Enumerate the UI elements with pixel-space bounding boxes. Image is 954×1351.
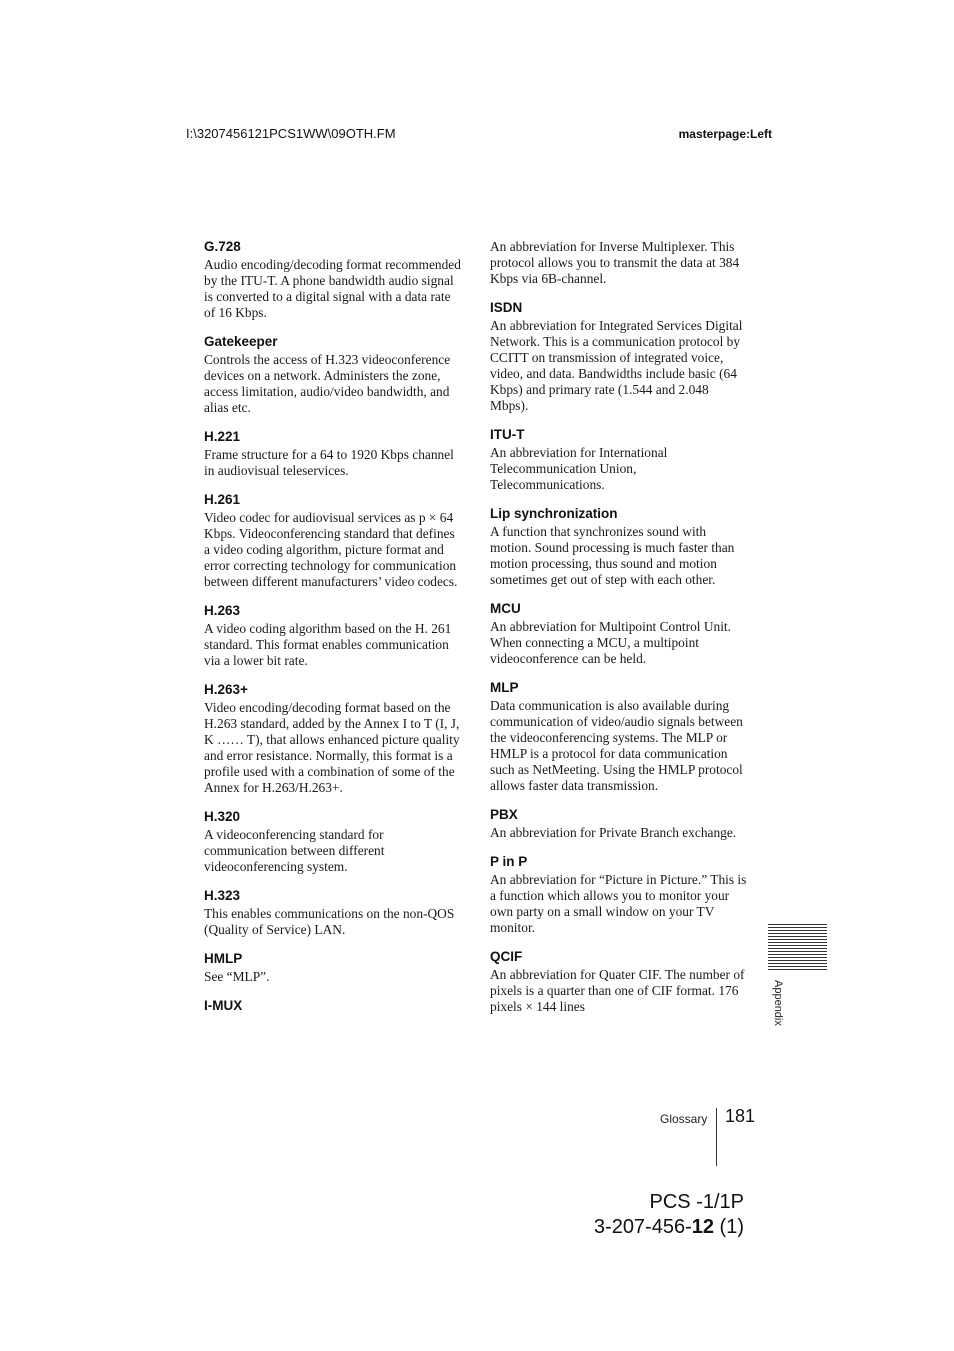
glossary-entry (204, 681, 462, 796)
glossary-term: H.261 (204, 492, 241, 507)
glossary-term: H.221 (204, 429, 241, 444)
section-tab-marker (768, 924, 827, 972)
glossary-term: HMLP (204, 951, 243, 966)
glossary-term: H.323 (204, 888, 241, 903)
model-code-revision: 12 (691, 1216, 714, 1238)
glossary-column-left (204, 238, 462, 1026)
glossary-definition: A videoconferencing standard for communication between different videoconferencing system. (204, 827, 385, 874)
glossary-term: Lip synchronization (490, 506, 618, 521)
glossary-definition: Controls the access of H.323 videoconference devices on a network. Administers the zone, access limitation, audio/video bandwidth, and alias etc. (204, 352, 451, 415)
glossary-definition: This enables communications on the non-QOS (Quality of Service) LAN. (204, 906, 455, 937)
glossary-entry (204, 238, 462, 321)
glossary-term: I-MUX (204, 998, 243, 1013)
glossary-definition: An abbreviation for Inverse Multiplexer. This protocol allows you to transmit the data at 384 Kbps via 6B-channel. (490, 239, 740, 286)
page-number: 181 (725, 1106, 756, 1126)
glossary-term: QCIF (490, 949, 523, 964)
glossary-definition: An abbreviation for Quater CIF. The number of pixels is a quarter than one of CIF format. 176 pixels × 144 lines (490, 967, 745, 1014)
glossary-term: H.263+ (204, 682, 248, 697)
glossary-entry (204, 428, 462, 479)
glossary-definition: Data communication is also available during communication of video/audio signals between the videoconferencing systems. The MLP or HMLP is a protocol for data communication such as NetMeeting. Using the HMLP protocol allows faster data transmission. (490, 698, 743, 793)
glossary-entry (204, 950, 462, 985)
glossary-entry (490, 806, 748, 841)
glossary-definition: An abbreviation for International Telecommunication Union, Telecommunications. (490, 445, 668, 492)
glossary-entry (490, 299, 748, 414)
glossary-term: Gatekeeper (204, 334, 278, 349)
glossary-definition: Video codec for audiovisual services as p × 64 Kbps. Videoconferencing standard that defines a video coding algorithm, picture format and error correcting technology for communication between different manufacturers’ video codecs. (204, 510, 458, 589)
model-name: PCS -1/1P (649, 1191, 744, 1213)
glossary-entry (204, 602, 462, 669)
glossary-entry-continued (490, 239, 748, 287)
model-number-block (594, 1190, 744, 1240)
model-code-prefix: 3-207-456- (593, 1216, 692, 1238)
glossary-term: ITU-T (490, 427, 525, 442)
glossary-entry (490, 853, 748, 936)
glossary-entry (204, 491, 462, 590)
glossary-entry (204, 997, 462, 1014)
glossary-entry (490, 505, 748, 588)
footer-section-label: Glossary (660, 1112, 708, 1126)
glossary-definition: A video coding algorithm based on the H. 261 standard. This format enables communication via a lower bit rate. (204, 621, 452, 668)
glossary-term: MLP (490, 680, 519, 695)
glossary-term: P in P (490, 854, 528, 869)
glossary-term: MCU (490, 601, 521, 616)
glossary-term: ISDN (490, 300, 523, 315)
glossary-definition: Video encoding/decoding format based on the H.263 standard, added by the Annex I to T (I, J, K …… T), that allows enhanced picture quality and error resistance. Normally, this format is a profile used with a combination of some of the Annex for H.263/H.263+. (204, 700, 460, 795)
glossary-term: G.728 (204, 239, 241, 254)
model-code-suffix: (1) (714, 1216, 744, 1238)
glossary-definition: An abbreviation for Multipoint Control Unit. When connecting a MCU, a multipoint videoconference can be held. (490, 619, 732, 666)
section-tab-label: Appendix (772, 980, 784, 1026)
glossary-entry (490, 426, 748, 493)
glossary-entry (204, 808, 462, 875)
glossary-entry (204, 333, 462, 416)
header-file-path: I:\3207456121PCS1WW\09OTH.FM (186, 126, 396, 141)
glossary-entry (204, 887, 462, 938)
header-masterpage: masterpage:Left (678, 127, 772, 141)
glossary-definition: A function that synchronizes sound with motion. Sound processing is much faster than motion processing, thus sound and motion sometimes get out of step with each other. (490, 524, 735, 587)
glossary-entry (490, 679, 748, 794)
glossary-definition: See “MLP”. (204, 969, 270, 984)
glossary-term: H.263 (204, 603, 241, 618)
glossary-definition: An abbreviation for Integrated Services Digital Network. This is a communication protocol by CCITT on transmission of integrated voice, video, and data. Bandwidths include basic (64 Kbps) and primary rate (1.544 and 2.048 Mbps). (490, 318, 743, 413)
footer-divider (716, 1108, 717, 1166)
model-code (594, 1215, 744, 1240)
glossary-entry (490, 948, 748, 1015)
glossary-definition: Frame structure for a 64 to 1920 Kbps channel in audiovisual teleservices. (204, 447, 454, 478)
glossary-term: PBX (490, 807, 518, 822)
glossary-column-right (490, 238, 748, 1027)
glossary-definition: An abbreviation for “Picture in Picture.” This is a function which allows you to monitor your own party on a small window on your TV monitor. (490, 872, 747, 935)
glossary-definition: An abbreviation for Private Branch exchange. (490, 825, 737, 840)
glossary-entry (490, 600, 748, 667)
glossary-term: H.320 (204, 809, 241, 824)
glossary-definition: Audio encoding/decoding format recommended by the ITU-T. A phone bandwidth audio signal is converted to a digital signal with a data rate of 16 Kbps. (204, 257, 461, 320)
